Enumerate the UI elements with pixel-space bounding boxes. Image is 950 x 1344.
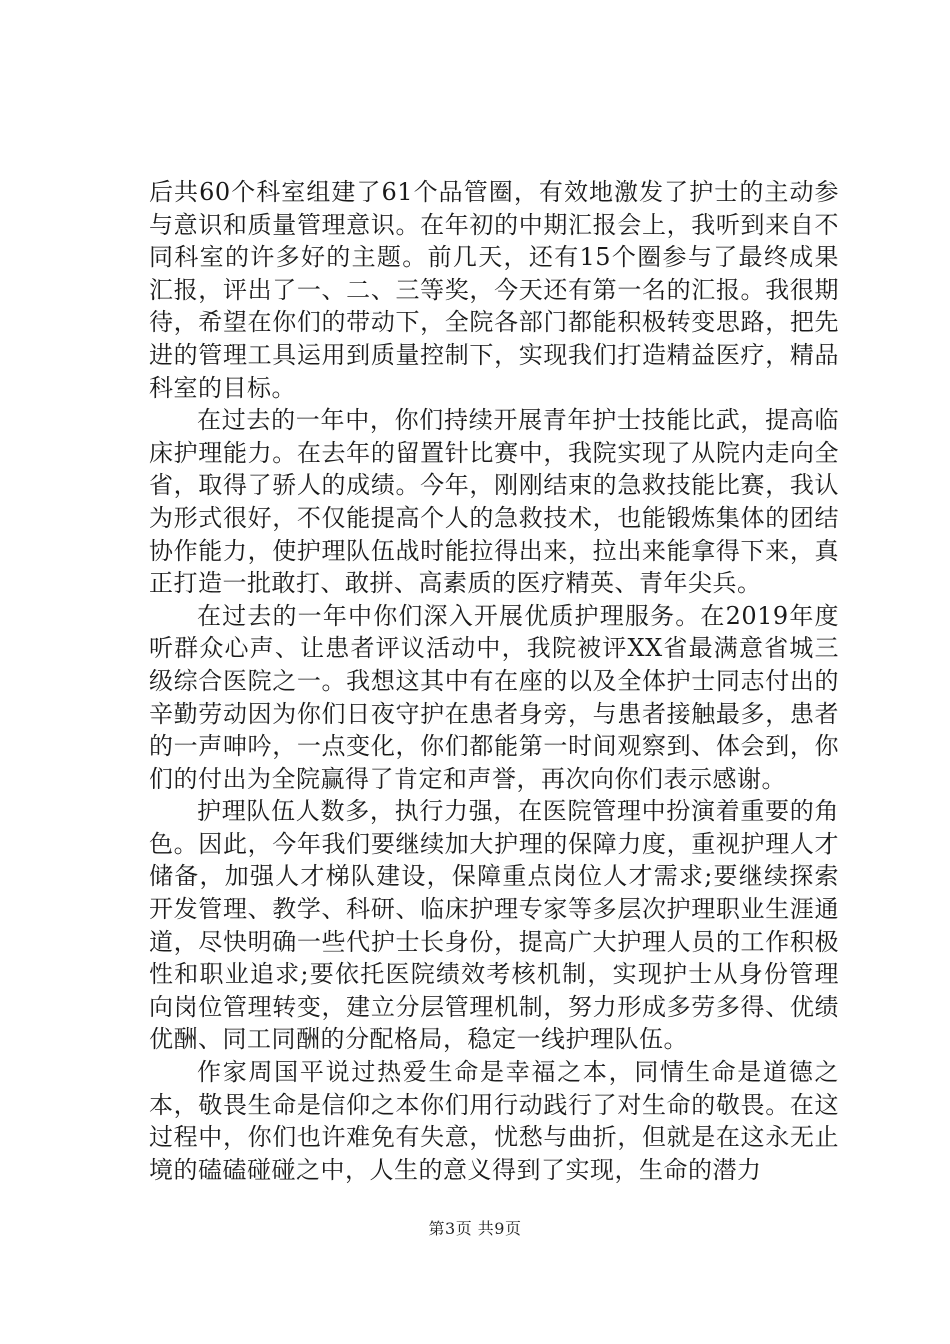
document-body bbox=[149, 176, 839, 1186]
page-number-footer: 第3页 共9页 bbox=[428, 1219, 522, 1238]
paragraph-3: 在过去的一年中你们深入开展优质护理服务。在2019年度听群众心声、让患者评议活动中，我院被评XX省最满意省城三级综合医院之一。我想这其中有在座的以及全体护士同志付出的辛勤劳动因为你们日夜守护在患者身旁，与患者接触最多，患者的一声呻吟，一点变化，你们都能第一时间观察到、体会到，你们的付出为全院赢得了肯定和声誉，再次向你们表示感谢。 bbox=[149, 601, 839, 793]
paragraph-4: 护理队伍人数多，执行力强，在医院管理中扮演着重要的角色。因此，今年我们要继续加大护理的保障力度，重视护理人才储备，加强人才梯队建设，保障重点岗位人才需求;要继续探索开发管理、教学、科研、临床护理专家等多层次护理职业生涯通道，尽快明确一些代护士长身份，提高广大护理人员的工作积极性和职业追求;要依托医院绩效考核机制，实现护士从身份管理向岗位管理转变，建立分层管理机制，努力形成多劳多得、优绩优酬、同工同酬的分配格局，稳定一线护理队伍。 bbox=[149, 797, 839, 1054]
paragraph-2: 在过去的一年中，你们持续开展青年护士技能比武，提高临床护理能力。在去年的留置针比赛中，我院实现了从院内走向全省，取得了骄人的成绩。今年，刚刚结束的急救技能比赛，我认为形式很好，不仅能提高个人的急救技术，也能锻炼集体的团结协作能力，使护理队伍战时能拉得出来，拉出来能拿得下来，真正打造一批敢打、敢拼、高素质的医疗精英、青年尖兵。 bbox=[149, 406, 839, 598]
paragraph-1: 后共60个科室组建了61个品管圈，有效地激发了护士的主动参与意识和质量管理意识。在年初的中期汇报会上，我听到来自不同科室的许多好的主题。前几天，还有15个圈参与了最终成果汇报，评出了一、二、三等奖，今天还有第一名的汇报。我很期待，希望在你们的带动下，全院各部门都能积极转变思路，把先进的管理工具运用到质量控制下，实现我们打造精益医疗，精品科室的目标。 bbox=[149, 178, 839, 402]
paragraph-5: 作家周国平说过热爱生命是幸福之本，同情生命是道德之本，敬畏生命是信仰之本你们用行动践行了对生命的敬畏。在这过程中，你们也许难免有失意，忧愁与曲折，但就是在这永无止境的磕磕碰碰之中，人生的意义得到了实现，生命的潜力 bbox=[149, 1058, 839, 1184]
